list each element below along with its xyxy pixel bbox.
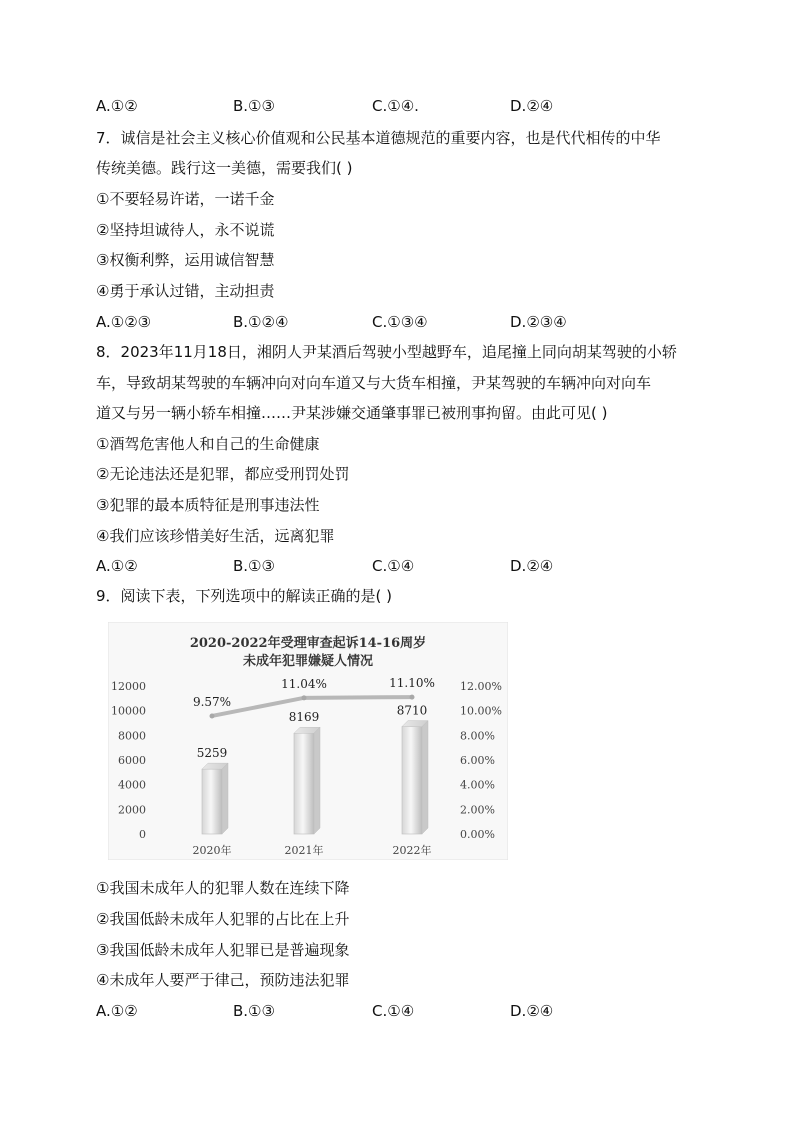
q8-option-a[interactable]: A.①② (96, 557, 138, 575)
q7-option-b[interactable]: B.①②④ (233, 313, 289, 331)
y-left-tick-label: 10000 (111, 704, 146, 718)
bar (294, 733, 314, 834)
q8-stem-line-1: 8．2023年11月18日，湘阴人尹某酒后驾驶小型越野车，追尾撞上同向胡某驾驶的小轿 (96, 343, 677, 361)
q6-option-c[interactable]: C.①④. (372, 97, 419, 115)
chart-container (108, 622, 508, 860)
q6-option-d[interactable]: D.②④ (510, 97, 554, 115)
q9-statement-2: ②我国低龄未成年人犯罪的占比在上升 (96, 910, 350, 928)
q7-option-d[interactable]: D.②③④ (510, 313, 567, 331)
q6-option-a[interactable]: A.①② (96, 97, 138, 115)
x-tick-label: 2021年 (284, 844, 324, 857)
y-right-tick-label: 6.00% (460, 754, 495, 767)
q8-option-c[interactable]: C.①④ (372, 557, 415, 575)
q8-stem-line-2: 车，导致胡某驾驶的车辆冲向对向车道又与大货车相撞，尹某驾驶的车辆冲向对向车 (96, 374, 652, 392)
combo-chart (108, 622, 508, 860)
y-right-tick-label: 4.00% (460, 778, 495, 792)
line-value-label: 11.04% (281, 676, 327, 691)
q7-option-a[interactable]: A.①②③ (96, 313, 152, 331)
y-right-tick-label: 10.00% (460, 704, 502, 718)
bar-value-label: 8169 (288, 710, 320, 725)
q8-stem-line-3: 道又与另一辆小轿车相撞……尹某涉嫌交通肇事罪已被刑事拘留。由此可见( ) (96, 404, 608, 422)
q9-stem: 9．阅读下表，下列选项中的解读正确的是( ) (96, 587, 393, 605)
bar-side (314, 727, 320, 834)
q9-statement-4: ④未成年人要严于律己，预防违法犯罪 (96, 971, 350, 989)
q7-option-c[interactable]: C.①③④ (372, 313, 428, 331)
y-left-tick-label: 12000 (111, 680, 146, 693)
q6-option-b[interactable]: B.①③ (233, 97, 275, 115)
q7-stem-line-1: 7．诚信是社会主义核心价值观和公民基本道德规范的重要内容，也是代代相传的中华 (96, 129, 661, 147)
q9-options (96, 1001, 696, 1021)
q8-statement-2: ②无论违法还是犯罪，都应受刑罚处罚 (96, 465, 350, 483)
q9-option-b[interactable]: B.①③ (233, 1002, 275, 1020)
line-point (410, 695, 415, 700)
q9-option-d[interactable]: D.②④ (510, 1002, 554, 1020)
chart-title-line-1: 2020-2022年受理审查起诉14-16周岁 (189, 636, 427, 651)
bar (202, 769, 222, 834)
q7-statement-2: ②坚持坦诚待人，永不说谎 (96, 221, 275, 239)
line-value-label: 9.57% (192, 694, 232, 709)
q9-statement-3: ③我国低龄未成年人犯罪已是普遍现象 (96, 941, 350, 959)
q9-statement-1: ①我国未成年人的犯罪人数在连续下降 (96, 879, 350, 897)
bar-side (422, 721, 428, 834)
q7-statement-4: ④勇于承认过错，主动担责 (96, 282, 275, 300)
q7-statement-3: ③权衡利弊，运用诚信智慧 (96, 251, 275, 269)
y-left-tick-label: 0 (139, 828, 146, 841)
y-left-tick-label: 6000 (118, 754, 146, 767)
q7-options (96, 312, 696, 332)
x-tick-label: 2022年 (392, 844, 432, 857)
q8-statement-3: ③犯罪的最本质特征是刑事违法性 (96, 496, 320, 514)
y-right-tick-label: 2.00% (460, 803, 495, 817)
y-left-tick-label: 8000 (118, 729, 146, 743)
y-left-tick-label: 2000 (118, 803, 146, 817)
y-right-tick-label: 8.00% (460, 729, 495, 743)
q7-stem-line-2: 传统美德。践行这一美德，需要我们( ) (96, 159, 353, 177)
line-point (302, 695, 307, 700)
bar-value-label: 5259 (196, 746, 228, 761)
chart-title-line-2: 未成年犯罪嫌疑人情况 (242, 654, 374, 669)
q8-statement-1: ①酒驾危害他人和自己的生命健康 (96, 435, 320, 453)
q8-option-d[interactable]: D.②④ (510, 557, 554, 575)
y-right-tick-label: 12.00% (460, 680, 502, 693)
line-point (210, 713, 215, 718)
line-value-label: 11.10% (389, 676, 435, 691)
bar-value-label: 8710 (396, 703, 428, 718)
q8-options (96, 556, 696, 576)
q9-option-a[interactable]: A.①② (96, 1002, 138, 1020)
q6-options (96, 96, 696, 116)
q7-statement-1: ①不要轻易许诺，一诺千金 (96, 190, 275, 208)
q8-statement-4: ④我们应该珍惜美好生活，远离犯罪 (96, 527, 335, 545)
bar-side (222, 763, 228, 834)
y-left-tick-label: 4000 (118, 778, 146, 792)
bar (402, 727, 422, 834)
x-tick-label: 2020年 (192, 844, 232, 857)
q8-option-b[interactable]: B.①③ (233, 557, 275, 575)
q9-option-c[interactable]: C.①④ (372, 1002, 415, 1020)
y-right-tick-label: 0.00% (460, 828, 495, 841)
